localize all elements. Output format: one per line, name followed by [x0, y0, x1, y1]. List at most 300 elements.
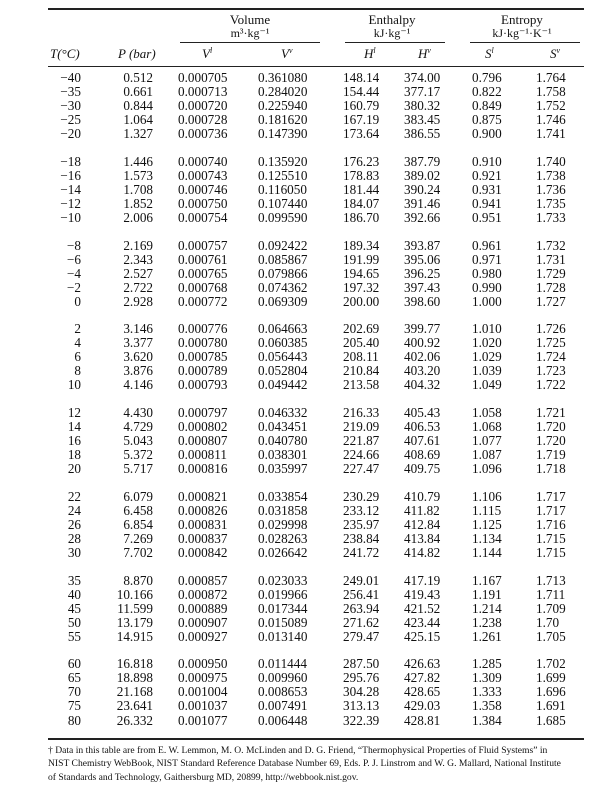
group-units-entropy: kJ·kg⁻¹·K⁻¹ [492, 26, 552, 40]
cell-pressure: 2.722 [123, 279, 153, 295]
cell-volume-liquid: 0.000802 [178, 419, 228, 435]
cell-enthalpy-liquid: 186.70 [343, 209, 380, 225]
cell-entropy-liquid: 1.039 [472, 363, 502, 379]
cell-entropy-liquid: 1.077 [472, 433, 502, 449]
group-rule-volume [180, 42, 320, 43]
cell-temperature: −25 [60, 112, 81, 128]
cell-temperature: −40 [60, 70, 81, 85]
cell-entropy-liquid: 0.849 [472, 98, 502, 114]
cell-entropy-liquid: 0.875 [472, 112, 502, 128]
cell-volume-vapor: 0.181620 [258, 112, 308, 128]
cell-temperature: 50 [67, 614, 81, 630]
cell-volume-vapor: 0.056443 [258, 349, 308, 365]
cell-entropy-liquid: 0.796 [472, 70, 502, 85]
cell-entropy-vapor: 1.709 [536, 600, 566, 616]
cell-volume-vapor: 0.006448 [258, 712, 308, 728]
cell-volume-liquid: 0.000785 [178, 349, 228, 365]
cell-temperature: −6 [66, 251, 81, 267]
cell-pressure: 8.870 [123, 572, 153, 588]
cell-volume-vapor: 0.015089 [258, 614, 308, 630]
col-header-enthalpy-liquid [364, 46, 376, 62]
cell-entropy-vapor: 1.713 [536, 572, 566, 588]
cell-temperature: 40 [67, 586, 81, 602]
cell-enthalpy-liquid: 227.47 [343, 461, 380, 477]
col-header-enthalpy-vapor [418, 46, 431, 62]
cell-volume-liquid: 0.000705 [178, 70, 228, 85]
group-header-volume [190, 13, 310, 40]
cell-volume-vapor: 0.046332 [258, 405, 308, 420]
cell-volume-vapor: 0.026642 [258, 545, 308, 560]
cell-temperature: −4 [66, 265, 81, 281]
cell-enthalpy-vapor: 406.53 [404, 419, 441, 435]
group-header-enthalpy [337, 13, 447, 40]
cell-volume-liquid: 0.000927 [178, 628, 228, 644]
cell-volume-vapor: 0.023033 [258, 572, 308, 588]
cell-volume-liquid: 0.000826 [178, 502, 228, 518]
cell-enthalpy-vapor: 398.60 [404, 293, 441, 309]
cell-enthalpy-vapor: 397.43 [404, 279, 441, 295]
cell-temperature: 35 [67, 572, 81, 588]
cell-entropy-vapor: 1.702 [536, 656, 566, 672]
cell-enthalpy-liquid: 256.41 [343, 586, 380, 602]
cell-pressure: 1.573 [123, 167, 153, 183]
cell-volume-vapor: 0.069309 [258, 293, 308, 309]
cell-entropy-vapor: 1.716 [536, 516, 566, 532]
cell-enthalpy-liquid: 238.84 [343, 530, 380, 546]
cell-entropy-liquid: 1.384 [472, 712, 502, 728]
cell-enthalpy-vapor: 419.43 [404, 586, 441, 602]
cell-enthalpy-liquid: 154.44 [343, 84, 380, 99]
cell-pressure: 4.430 [123, 405, 153, 420]
cell-volume-vapor: 0.135920 [258, 153, 308, 169]
cell-enthalpy-liquid: 230.29 [343, 488, 380, 504]
cell-enthalpy-liquid: 224.66 [343, 447, 380, 463]
cell-enthalpy-vapor: 407.61 [404, 433, 441, 449]
cell-enthalpy-liquid: 213.58 [343, 377, 380, 393]
cell-pressure: 0.844 [123, 98, 153, 114]
cell-entropy-liquid: 0.822 [472, 84, 502, 99]
cell-pressure: 5.372 [123, 447, 153, 463]
cell-entropy-liquid: 1.358 [472, 698, 502, 714]
cell-enthalpy-vapor: 428.65 [404, 684, 441, 700]
cell-volume-vapor: 0.038301 [258, 447, 308, 463]
cell-pressure: 6.854 [123, 516, 153, 532]
cell-entropy-liquid: 0.941 [472, 195, 502, 211]
cell-enthalpy-vapor: 390.24 [404, 181, 441, 197]
cell-pressure: 3.876 [123, 363, 153, 379]
col-header-enthalpy-liquid-base: H [364, 46, 374, 61]
cell-enthalpy-liquid: 148.14 [343, 70, 380, 85]
cell-pressure: 4.729 [123, 419, 153, 435]
cell-volume-vapor: 0.040780 [258, 433, 308, 449]
cell-enthalpy-vapor: 421.52 [404, 600, 441, 616]
cell-enthalpy-liquid: 249.01 [343, 572, 380, 588]
cell-volume-liquid: 0.000768 [178, 279, 228, 295]
cell-enthalpy-vapor: 389.02 [404, 167, 441, 183]
cell-volume-liquid: 0.000772 [178, 293, 228, 309]
cell-volume-liquid: 0.000736 [178, 126, 228, 142]
col-header-entropy-vapor-base: S [550, 46, 557, 61]
cell-volume-liquid: 0.000776 [178, 321, 228, 337]
cell-pressure: 2.343 [123, 251, 153, 267]
cell-volume-vapor: 0.009960 [258, 670, 308, 686]
cell-pressure: 5.043 [123, 433, 153, 449]
cell-temperature: 10 [67, 377, 81, 393]
cell-pressure: 26.332 [116, 712, 153, 728]
cell-volume-liquid: 0.000713 [178, 84, 228, 99]
group-units-volume: m³·kg⁻¹ [230, 26, 270, 40]
cell-enthalpy-liquid: 181.44 [343, 181, 380, 197]
cell-enthalpy-vapor: 425.15 [404, 628, 441, 644]
cell-volume-vapor: 0.361080 [258, 70, 308, 85]
cell-enthalpy-liquid: 221.87 [343, 433, 380, 449]
cell-enthalpy-liquid: 219.09 [343, 419, 380, 435]
cell-enthalpy-liquid: 241.72 [343, 545, 380, 560]
table-top-rule [48, 8, 584, 10]
cell-enthalpy-vapor: 391.46 [404, 195, 441, 211]
cell-entropy-liquid: 1.058 [472, 405, 502, 420]
cell-entropy-liquid: 1.261 [472, 628, 502, 644]
cell-volume-vapor: 0.013140 [258, 628, 308, 644]
cell-pressure: 1.708 [123, 181, 153, 197]
cell-volume-liquid: 0.001077 [178, 712, 228, 728]
cell-temperature: −20 [60, 126, 81, 142]
cell-enthalpy-liquid: 173.64 [343, 126, 380, 142]
cell-enthalpy-vapor: 387.79 [404, 153, 441, 169]
cell-volume-liquid: 0.000950 [178, 656, 228, 672]
cell-enthalpy-vapor: 393.87 [404, 237, 441, 253]
cell-pressure: 7.269 [123, 530, 153, 546]
cell-pressure: 18.898 [116, 670, 153, 686]
footnote [48, 744, 586, 784]
cell-pressure: 2.928 [123, 293, 153, 309]
cell-temperature: 20 [67, 461, 81, 477]
cell-enthalpy-vapor: 402.06 [404, 349, 441, 365]
cell-temperature: 16 [67, 433, 81, 449]
cell-enthalpy-liquid: 279.47 [343, 628, 380, 644]
cell-entropy-liquid: 1.167 [472, 572, 502, 588]
cell-pressure: 3.146 [123, 321, 153, 337]
cell-enthalpy-vapor: 413.84 [404, 530, 441, 546]
cell-entropy-liquid: 1.144 [472, 545, 502, 560]
cell-enthalpy-liquid: 263.94 [343, 600, 380, 616]
cell-pressure: 2.006 [123, 209, 153, 225]
cell-entropy-vapor: 1.685 [536, 712, 566, 728]
cell-entropy-vapor: 1.720 [536, 419, 566, 435]
cell-entropy-liquid: 1.285 [472, 656, 502, 672]
cell-pressure: 3.620 [123, 349, 153, 365]
cell-temperature: 60 [67, 656, 81, 672]
cell-entropy-liquid: 1.115 [472, 502, 502, 518]
group-rule-enthalpy [345, 42, 445, 43]
cell-entropy-vapor: 1.721 [536, 405, 566, 420]
cell-entropy-liquid: 0.961 [472, 237, 502, 253]
cell-temperature: 14 [67, 419, 81, 435]
cell-temperature: 65 [67, 670, 81, 686]
cell-volume-liquid: 0.000750 [178, 195, 228, 211]
cell-temperature: 55 [67, 628, 81, 644]
cell-entropy-vapor: 1.705 [536, 628, 566, 644]
cell-enthalpy-liquid: 233.12 [343, 502, 380, 518]
col-header-enthalpy-liquid-sup: l [373, 46, 376, 55]
cell-entropy-liquid: 0.951 [472, 209, 502, 225]
cell-enthalpy-liquid: 322.39 [343, 712, 380, 728]
cell-entropy-vapor: 1.724 [536, 349, 566, 365]
cell-volume-vapor: 0.092422 [258, 237, 308, 253]
cell-entropy-liquid: 0.990 [472, 279, 502, 295]
cell-volume-liquid: 0.000837 [178, 530, 228, 546]
cell-temperature: 6 [74, 349, 81, 365]
cell-volume-liquid: 0.000975 [178, 670, 228, 686]
cell-enthalpy-vapor: 427.82 [404, 670, 441, 686]
cell-entropy-vapor: 1.719 [536, 447, 566, 463]
cell-volume-liquid: 0.000728 [178, 112, 228, 128]
cell-volume-liquid: 0.000816 [178, 461, 228, 477]
col-header-entropy-liquid-sup: l [491, 46, 494, 55]
col-header-pressure: P (bar) [118, 46, 156, 61]
cell-pressure: 10.166 [116, 586, 153, 602]
cell-entropy-vapor: 1.720 [536, 433, 566, 449]
cell-temperature: 80 [67, 712, 81, 728]
cell-entropy-vapor: 1.715 [536, 530, 566, 546]
cell-enthalpy-vapor: 403.20 [404, 363, 441, 379]
cell-volume-liquid: 0.000831 [178, 516, 228, 532]
col-header-enthalpy-vapor-base: H [418, 46, 428, 61]
cell-enthalpy-vapor: 380.32 [404, 98, 441, 114]
cell-entropy-liquid: 1.087 [472, 447, 502, 463]
cell-enthalpy-liquid: 178.83 [343, 167, 380, 183]
col-header-entropy-liquid-base: S [485, 46, 492, 61]
cell-pressure: 2.527 [123, 265, 153, 281]
cell-temperature: 75 [67, 698, 81, 714]
cell-enthalpy-liquid: 287.50 [343, 656, 380, 672]
cell-enthalpy-vapor: 400.92 [404, 335, 441, 351]
cell-volume-liquid: 0.000743 [178, 167, 228, 183]
footnote-line-3: of Standards and Technology, Gaithersburg MD, 20899, http://webbook.nist.gov. [48, 771, 359, 783]
cell-volume-liquid: 0.000857 [178, 572, 228, 588]
cell-temperature: 2 [74, 321, 81, 337]
cell-entropy-liquid: 1.000 [472, 293, 502, 309]
cell-temperature: −8 [66, 237, 81, 253]
cell-entropy-vapor: 1.717 [536, 502, 566, 518]
cell-volume-vapor: 0.125510 [258, 167, 308, 183]
cell-enthalpy-vapor: 411.82 [404, 502, 440, 518]
cell-entropy-liquid: 0.980 [472, 265, 502, 281]
cell-enthalpy-vapor: 417.19 [404, 572, 441, 588]
cell-volume-liquid: 0.000740 [178, 153, 228, 169]
cell-enthalpy-vapor: 405.43 [404, 405, 441, 420]
footnote-line-2: NIST Chemistry WebBook, NIST Standard Reference Database Number 69, Eds. P. J. Linstrom and W. G. Mallard, National Institute [48, 758, 561, 770]
cell-entropy-liquid: 0.900 [472, 126, 502, 142]
cell-pressure: 7.702 [123, 545, 153, 560]
group-header-entropy [462, 13, 582, 40]
cell-entropy-vapor: 1.736 [536, 181, 566, 197]
group-title-enthalpy: Enthalpy [368, 12, 416, 27]
cell-volume-liquid: 0.000780 [178, 335, 228, 351]
cell-enthalpy-liquid: 208.11 [343, 349, 379, 365]
cell-temperature: −2 [66, 279, 81, 295]
cell-temperature: −18 [60, 153, 81, 169]
cell-temperature: −35 [60, 84, 81, 99]
col-header-volume-vapor [281, 46, 293, 62]
cell-enthalpy-vapor: 386.55 [404, 126, 441, 142]
cell-enthalpy-liquid: 235.97 [343, 516, 380, 532]
cell-volume-vapor: 0.225940 [258, 98, 308, 114]
cell-enthalpy-liquid: 210.84 [343, 363, 380, 379]
cell-volume-vapor: 0.019966 [258, 586, 308, 602]
cell-entropy-vapor: 1.70 [536, 614, 560, 630]
cell-entropy-vapor: 1.729 [536, 265, 566, 281]
cell-volume-vapor: 0.060385 [258, 335, 308, 351]
cell-temperature: 45 [67, 600, 81, 616]
cell-pressure: 16.818 [116, 656, 153, 672]
cell-pressure: 1.852 [123, 195, 153, 211]
cell-enthalpy-vapor: 409.75 [404, 461, 441, 477]
cell-volume-liquid: 0.000757 [178, 237, 228, 253]
cell-volume-vapor: 0.074362 [258, 279, 308, 295]
cell-entropy-vapor: 1.741 [536, 126, 566, 142]
cell-pressure: 21.168 [116, 684, 153, 700]
cell-entropy-vapor: 1.691 [536, 698, 566, 714]
cell-volume-liquid: 0.000793 [178, 377, 228, 393]
col-header-volume-liquid [202, 46, 212, 62]
col-header-entropy-liquid [485, 46, 494, 62]
cell-temperature: 30 [67, 545, 81, 560]
cell-enthalpy-liquid: 313.13 [343, 698, 380, 714]
cell-volume-vapor: 0.079866 [258, 265, 308, 281]
cell-enthalpy-vapor: 408.69 [404, 447, 441, 463]
cell-temperature: 0 [74, 293, 81, 309]
cell-enthalpy-vapor: 423.44 [404, 614, 441, 630]
cell-entropy-vapor: 1.699 [536, 670, 566, 686]
cell-temperature: −10 [60, 209, 81, 225]
cell-volume-liquid: 0.000872 [178, 586, 228, 602]
cell-volume-vapor: 0.099590 [258, 209, 308, 225]
cell-pressure: 0.512 [123, 70, 153, 85]
col-header-entropy-vapor [550, 46, 560, 62]
cell-entropy-liquid: 1.191 [472, 586, 502, 602]
cell-temperature: −30 [60, 98, 81, 114]
cell-entropy-liquid: 1.214 [472, 600, 502, 616]
cell-pressure: 6.458 [123, 502, 153, 518]
cell-entropy-vapor: 1.696 [536, 684, 566, 700]
col-header-volume-vapor-base: V [281, 46, 289, 61]
cell-entropy-liquid: 1.068 [472, 419, 502, 435]
group-rule-entropy [470, 42, 580, 43]
cell-volume-vapor: 0.284020 [258, 84, 308, 99]
cell-entropy-vapor: 1.717 [536, 488, 566, 504]
cell-volume-vapor: 0.011444 [258, 656, 307, 672]
cell-volume-vapor: 0.116050 [258, 181, 307, 197]
cell-entropy-liquid: 1.049 [472, 377, 502, 393]
cell-entropy-vapor: 1.746 [536, 112, 566, 128]
cell-entropy-vapor: 1.726 [536, 321, 566, 337]
col-header-enthalpy-vapor-sup: v [427, 46, 431, 55]
cell-pressure: 6.079 [123, 488, 153, 504]
cell-temperature: −16 [60, 167, 81, 183]
cell-enthalpy-liquid: 184.07 [343, 195, 380, 211]
cell-enthalpy-liquid: 216.33 [343, 405, 380, 420]
cell-entropy-vapor: 1.722 [536, 377, 566, 393]
col-header-volume-liquid-sup: l [209, 46, 213, 55]
table-bottom-rule [48, 738, 584, 740]
cell-volume-liquid: 0.000797 [178, 405, 228, 420]
cell-enthalpy-vapor: 414.82 [404, 545, 441, 560]
cell-volume-vapor: 0.064663 [258, 321, 308, 337]
cell-volume-vapor: 0.043451 [258, 419, 308, 435]
cell-enthalpy-liquid: 167.19 [343, 112, 380, 128]
cell-volume-vapor: 0.107440 [258, 195, 308, 211]
cell-entropy-vapor: 1.715 [536, 545, 566, 560]
cell-entropy-liquid: 1.238 [472, 614, 502, 630]
cell-temperature: −14 [60, 181, 81, 197]
cell-entropy-liquid: 1.010 [472, 321, 502, 337]
cell-enthalpy-liquid: 189.34 [343, 237, 380, 253]
cell-temperature: 26 [67, 516, 81, 532]
cell-temperature: 22 [67, 488, 81, 504]
cell-enthalpy-liquid: 160.79 [343, 98, 380, 114]
cell-volume-liquid: 0.000821 [178, 488, 228, 504]
cell-volume-liquid: 0.000765 [178, 265, 228, 281]
col-header-entropy-vapor-sup: v [556, 46, 561, 55]
cell-volume-liquid: 0.001037 [178, 698, 228, 714]
cell-volume-liquid: 0.000789 [178, 363, 228, 379]
cell-entropy-liquid: 1.309 [472, 670, 502, 686]
cell-entropy-vapor: 1.718 [536, 461, 566, 477]
cell-entropy-liquid: 0.931 [472, 181, 502, 197]
cell-pressure: 1.064 [123, 112, 153, 128]
cell-pressure: 1.327 [123, 126, 153, 142]
cell-enthalpy-liquid: 200.00 [343, 293, 380, 309]
table-header-rule [48, 66, 584, 67]
cell-enthalpy-liquid: 197.32 [343, 279, 380, 295]
cell-entropy-liquid: 1.106 [472, 488, 502, 504]
cell-entropy-liquid: 1.029 [472, 349, 502, 365]
group-title-entropy: Entropy [501, 12, 543, 27]
cell-temperature: 24 [67, 502, 81, 518]
footnote-line-1: † Data in this table are from E. W. Lemmon, M. O. McLinden and D. G. Friend, “Thermophysical Properties of Fluid Systems” in [48, 745, 548, 756]
cell-volume-vapor: 0.033854 [258, 488, 308, 504]
cell-volume-liquid: 0.000746 [178, 181, 228, 197]
cell-enthalpy-liquid: 304.28 [343, 684, 380, 700]
cell-volume-liquid: 0.000811 [178, 447, 227, 463]
cell-pressure: 2.169 [123, 237, 153, 253]
group-units-enthalpy: kJ·kg⁻¹ [373, 26, 411, 40]
cell-entropy-vapor: 1.735 [536, 195, 566, 211]
cell-volume-vapor: 0.008653 [258, 684, 308, 700]
cell-temperature: 12 [67, 405, 81, 420]
col-header-temperature: T(°C) [50, 46, 80, 61]
cell-volume-vapor: 0.029998 [258, 516, 308, 532]
cell-enthalpy-vapor: 412.84 [404, 516, 441, 532]
cell-enthalpy-vapor: 392.66 [404, 209, 441, 225]
cell-temperature: 18 [67, 447, 81, 463]
cell-entropy-vapor: 1.732 [536, 237, 566, 253]
cell-pressure: 1.446 [123, 153, 153, 169]
cell-volume-vapor: 0.085867 [258, 251, 308, 267]
cell-enthalpy-liquid: 176.23 [343, 153, 380, 169]
cell-enthalpy-vapor: 429.03 [404, 698, 441, 714]
cell-pressure: 14.915 [116, 628, 153, 644]
cell-enthalpy-liquid: 202.69 [343, 321, 380, 337]
cell-temperature: 8 [74, 363, 81, 379]
cell-entropy-vapor: 1.738 [536, 167, 566, 183]
cell-volume-vapor: 0.028263 [258, 530, 308, 546]
cell-temperature: 28 [67, 530, 81, 546]
cell-volume-vapor: 0.035997 [258, 461, 308, 477]
cell-entropy-liquid: 0.910 [472, 153, 502, 169]
cell-pressure: 13.179 [116, 614, 153, 630]
